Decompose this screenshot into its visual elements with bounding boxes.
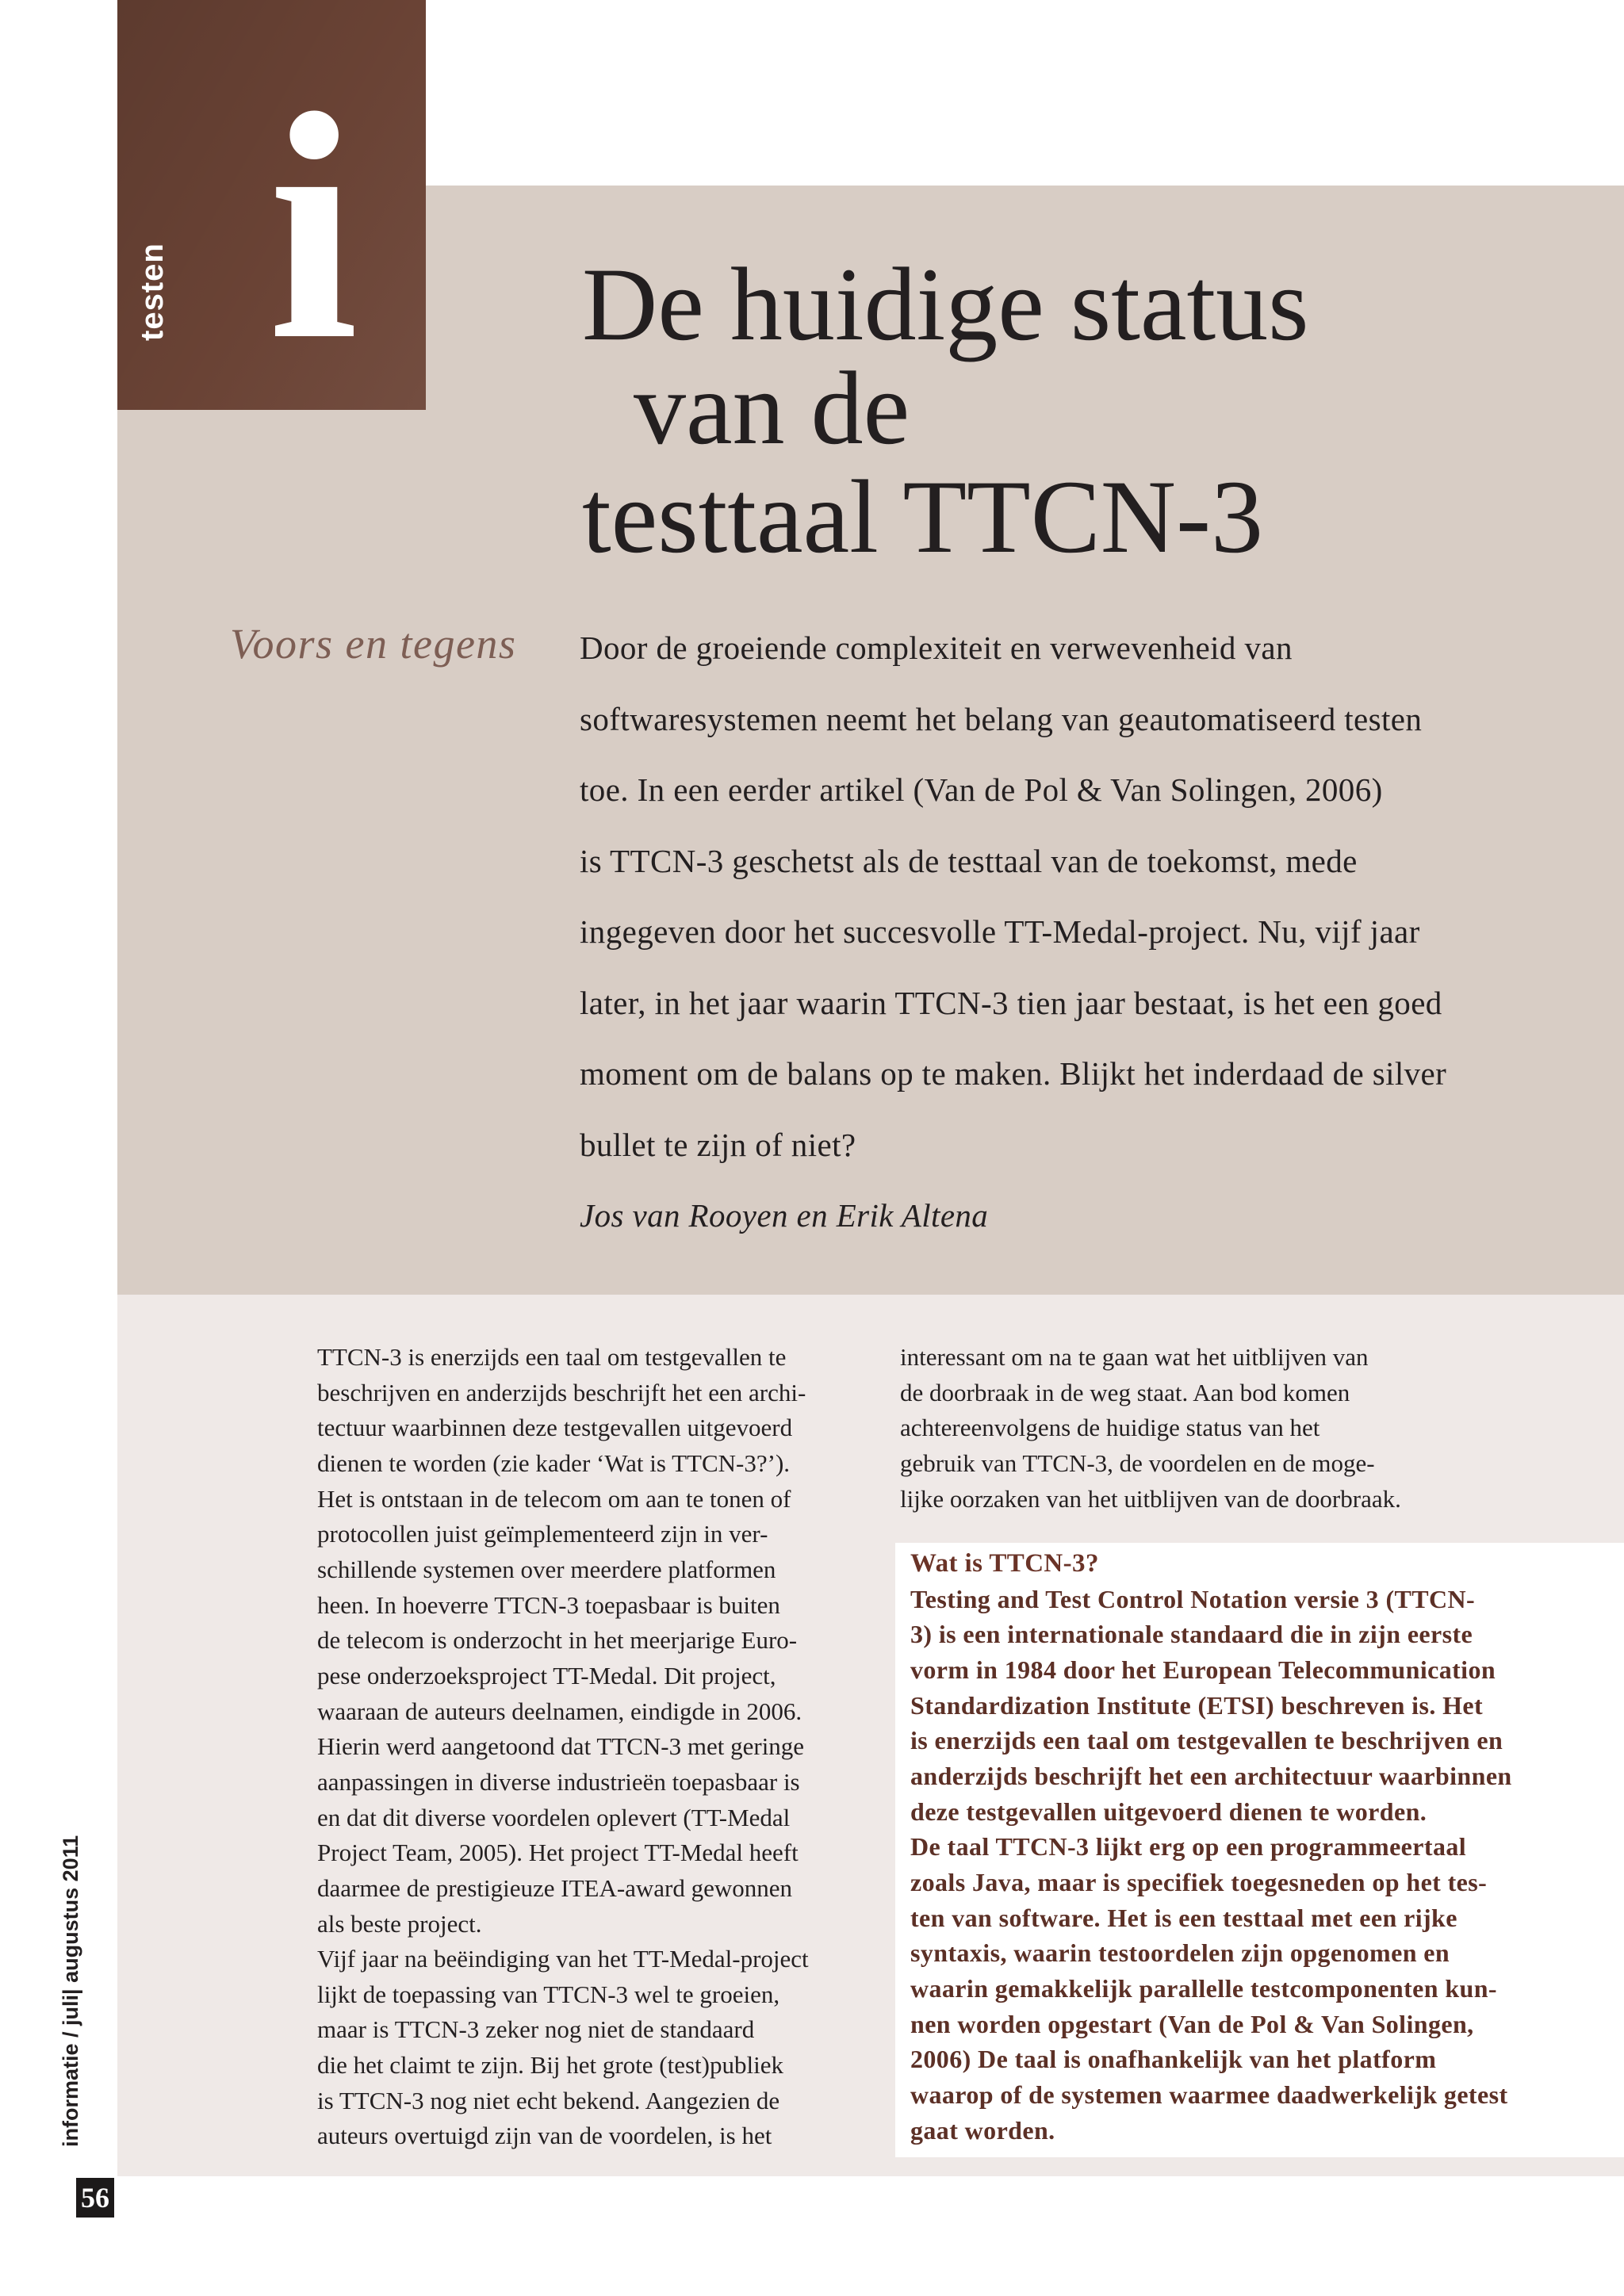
- body-line: heen. In hoeverre TTCN-3 toepasbaar is buiten: [317, 1590, 780, 1619]
- info-box-line: 2006) De taal is onafhankelijk van het platform: [910, 2045, 1437, 2074]
- body-line: tectuur waarbinnen deze testgevallen uitgevoerd: [317, 1414, 793, 1442]
- publication-info: informatie / juli| augustus 2011: [59, 1835, 82, 2147]
- info-box-content: [910, 1546, 1512, 2148]
- body-line: Hierin werd aangetoond dat TTCN-3 met geringe: [317, 1732, 805, 1761]
- info-box-line: zoals Java, maar is specifiek toegesneden op het tes-: [910, 1867, 1488, 1896]
- body-line: is TTCN-3 nog niet echt bekend. Aangezien de: [317, 2086, 780, 2114]
- intro-line: toe. In een eerder artikel (Van de Pol & Van Solingen, 2006): [580, 771, 1383, 808]
- body-line: auteurs overtuigd zijn van de voordelen, is het: [317, 2122, 772, 2150]
- article-title-line: testtaal TTCN-3: [582, 458, 1264, 575]
- info-box-line: anderzijds beschrijft het een architectuur waarbinnen: [910, 1761, 1512, 1790]
- info-box-line: gaat worden.: [910, 2115, 1055, 2145]
- info-box-title: Wat is TTCN-3?: [910, 1549, 1099, 1578]
- body-line: protocollen juist geïmplementeerd zijn in ver-: [317, 1520, 768, 1548]
- body-line: maar is TTCN-3 zeker nog niet de standaard: [317, 2015, 755, 2044]
- body-line: Project Team, 2005). Het project TT-Medal heeft: [317, 1839, 799, 1867]
- intro-paragraph: [580, 613, 1446, 1252]
- body-line: en dat dit diverse voordelen oplevert (TT-Medal: [317, 1803, 791, 1831]
- body-line: als beste project.: [317, 1909, 482, 1938]
- article-title-line: De huidige status: [582, 246, 1309, 362]
- info-box-line: syntaxis, waarin testoordelen zijn opgenomen en: [910, 1938, 1450, 1968]
- body-line: die het claimt te zijn. Bij het grote (test)publiek: [317, 2051, 783, 2080]
- info-box-line: waarin gemakkelijk parallelle testcomponenten kun-: [910, 1973, 1497, 2003]
- kicker-heading: Voors en tegens: [230, 620, 517, 668]
- info-box-line: is enerzijds een taal om testgevallen te beschrijven en: [910, 1726, 1503, 1755]
- body-line: interessant om na te gaan wat het uitblijven van: [900, 1343, 1369, 1371]
- page-number: 56: [76, 2178, 114, 2218]
- info-box-line: deze testgevallen uitgevoerd dienen te worden.: [910, 1797, 1427, 1826]
- body-column-1: [317, 1340, 809, 2154]
- info-box-line: Testing and Test Control Notation versie 3 (TTCN-: [910, 1584, 1476, 1613]
- info-box-line: Standardization Institute (ETSI) beschreven is. Het: [910, 1690, 1484, 1720]
- body-line: de telecom is onderzocht in het meerjarige Euro-: [317, 1626, 798, 1655]
- body-line: Vijf jaar na beëindiging van het TT-Medal-project: [317, 1945, 809, 1973]
- intro-line: later, in het jaar waarin TTCN-3 tien jaar bestaat, is het een goed: [580, 984, 1442, 1021]
- info-box-line: ten van software. Het is een testtaal met een rijke: [910, 1903, 1457, 1932]
- info-box-line: waarop of de systemen waarmee daadwerkelijk getest: [910, 2080, 1508, 2109]
- body-column-2: [900, 1340, 1401, 1517]
- body-line: de doorbraak in de weg staat. Aan bod komen: [900, 1378, 1350, 1406]
- article-title-line: van de: [634, 350, 910, 466]
- body-line: daarmee de prestigieuze ITEA-award gewonnen: [317, 1873, 793, 1902]
- intro-line: ingegeven door het succesvolle TT-Medal-project. Nu, vijf jaar: [580, 913, 1420, 950]
- info-initial-logo: i: [268, 47, 358, 407]
- body-line: aanpassingen in diverse industrieën toepasbaar is: [317, 1767, 800, 1796]
- body-line: lijke oorzaken van het uitblijven van de doorbraak.: [900, 1484, 1401, 1513]
- intro-line: Door de groeiende complexiteit en verwevenheid van: [580, 629, 1293, 666]
- section-label: testen: [135, 243, 170, 341]
- intro-line: bullet te zijn of niet?: [580, 1126, 856, 1163]
- intro-line: softwaresystemen neemt het belang van geautomatiseerd testen: [580, 700, 1423, 737]
- body-line: schillende systemen over meerdere platformen: [317, 1555, 776, 1583]
- info-box-line: 3) is een internationale standaard die in zijn eerste: [910, 1620, 1473, 1649]
- body-line: TTCN-3 is enerzijds een taal om testgevallen te: [317, 1343, 787, 1371]
- author-byline: Jos van Rooyen en Erik Altena: [580, 1197, 989, 1234]
- info-box-line: vorm in 1984 door het European Telecommunication: [910, 1655, 1496, 1684]
- body-line: dienen te worden (zie kader ‘Wat is TTCN-3?’).: [317, 1448, 791, 1477]
- body-line: achtereenvolgens de huidige status van het: [900, 1414, 1320, 1442]
- body-line: waaraan de auteurs deelnamen, eindigde in 2006.: [317, 1697, 802, 1725]
- body-line: Het is ontstaan in de telecom om aan te tonen of: [317, 1484, 791, 1513]
- body-line: gebruik van TTCN-3, de voordelen en de moge-: [900, 1448, 1375, 1477]
- info-box-line: De taal TTCN-3 lijkt erg op een programmeertaal: [910, 1832, 1467, 1862]
- body-line: beschrijven en anderzijds beschrijft het een archi-: [317, 1378, 806, 1406]
- body-line: pese onderzoeksproject TT-Medal. Dit project,: [317, 1661, 776, 1689]
- body-line: lijkt de toepassing van TTCN-3 wel te groeien,: [317, 1980, 780, 2008]
- info-box-line: nen worden opgestart (Van de Pol & Van Solingen,: [910, 2009, 1474, 2038]
- intro-line: moment om de balans op te maken. Blijkt het inderdaad de silver: [580, 1055, 1447, 1092]
- intro-line: is TTCN-3 geschetst als de testtaal van de toekomst, mede: [580, 842, 1358, 879]
